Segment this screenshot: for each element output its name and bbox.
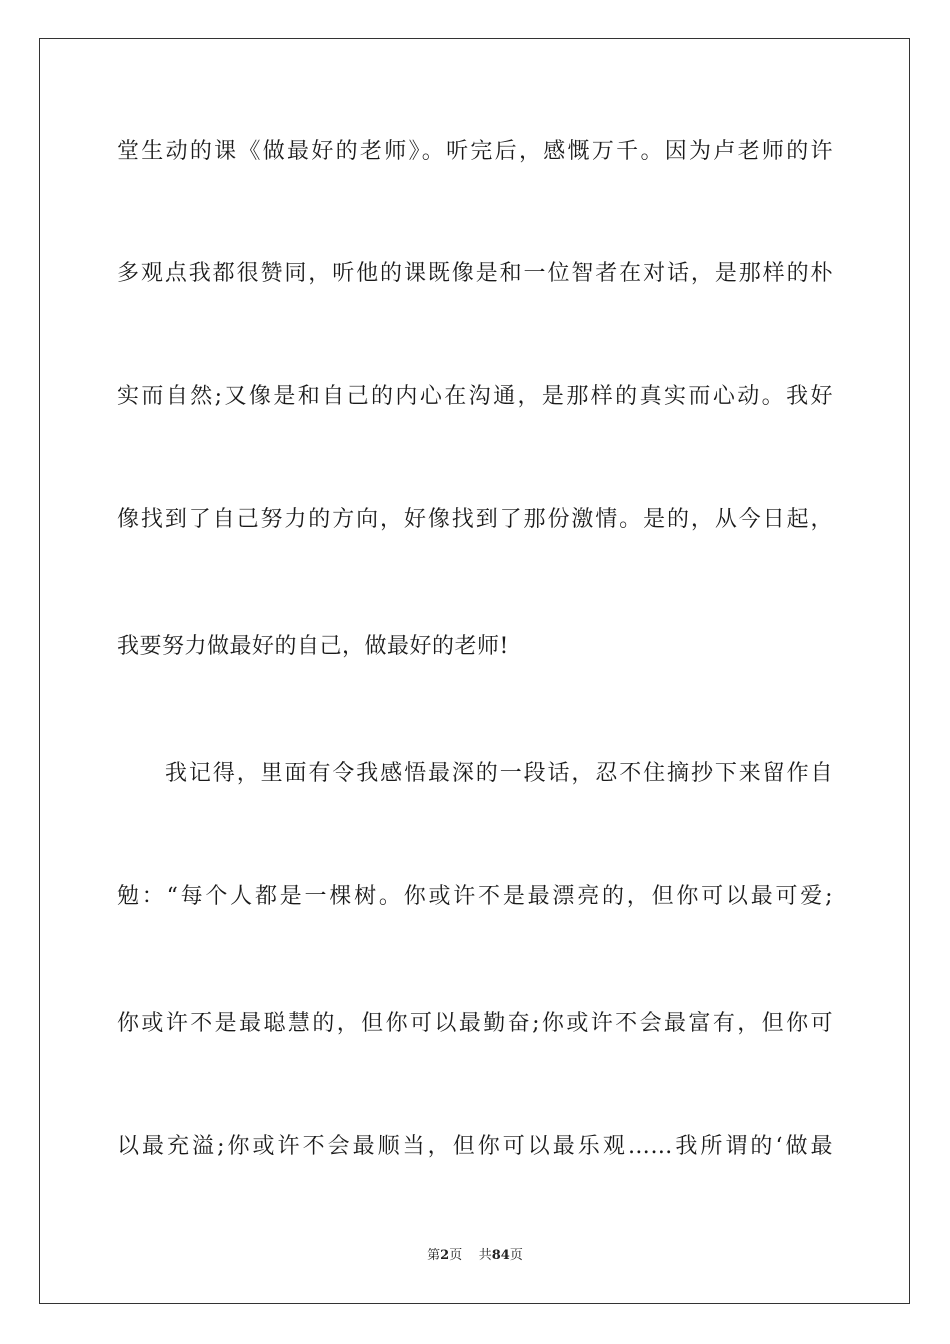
body-text-line: 实而自然;又像是和自己的内心在沟通，是那样的真实而心动。我好: [117, 384, 833, 409]
total-prefix: 共: [478, 1248, 492, 1263]
page-frame: [39, 38, 910, 1304]
page-prefix: 第: [427, 1248, 441, 1263]
body-text-line: 以最充溢;你或许不会最顺当，但你可以最乐观……我所谓的‘做最: [117, 1134, 833, 1159]
body-text-line: 勉：“每个人都是一棵树。你或许不是最漂亮的，但你可以最可爱;: [117, 884, 833, 909]
body-text-line: 堂生动的课《做最好的老师》。听完后，感慨万千。因为卢老师的许: [117, 139, 833, 164]
page-number: 2: [440, 1248, 450, 1263]
body-text-line: 多观点我都很赞同，听他的课既像是和一位智者在对话，是那样的朴: [117, 261, 833, 286]
body-text-line: 我要努力做最好的自己，做最好的老师!: [117, 634, 509, 659]
body-text-line: 像找到了自己努力的方向，好像找到了那份激情。是的，从今日起，: [117, 507, 833, 532]
body-text-line: 你或许不是最聪慧的，但你可以最勤奋;你或许不会最富有，但你可: [117, 1011, 833, 1036]
page-footer: [0, 1247, 950, 1265]
page-suffix: 页: [449, 1248, 463, 1263]
total-pages: 84: [491, 1248, 510, 1263]
total-suffix: 页: [509, 1248, 523, 1263]
body-text-line-indented: 我记得，里面有令我感悟最深的一段话，忍不住摘抄下来留作自: [165, 761, 833, 786]
